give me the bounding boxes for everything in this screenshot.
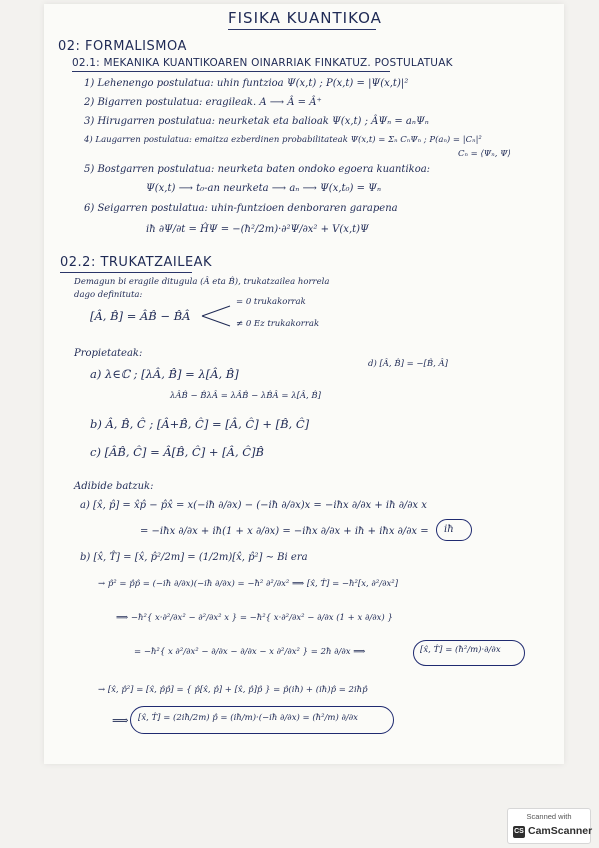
property-c: c) [ÂB̂, Ĉ] = Â[B̂, Ĉ] + [Â, Ĉ]B̂	[90, 445, 264, 459]
property-a: a) λ∈ℂ ; [λÂ, B̂] = λ[Â, B̂]	[90, 367, 239, 381]
branch-arrows	[200, 302, 234, 330]
example-b-line1: b) [x̂, T̂] = [x̂, p̂²/2m] = (1/2m)[x̂, p̂²] ∼ Bi era	[80, 552, 308, 563]
section2-underline	[60, 272, 192, 273]
commutator-definition: [Â, B̂] = ÂB̂ − B̂Â	[90, 309, 191, 323]
title-underline	[228, 29, 376, 30]
example-b-result1: [x̂, T̂] = (ħ²/m)·∂/∂x	[420, 645, 501, 655]
scanned-with-label: Scanned with	[526, 812, 572, 821]
postulate-4-coefficient: Cₙ = ⟨Ψₙ, Ψ⟩	[458, 149, 511, 159]
camscanner-icon: CS	[513, 826, 525, 838]
section1-heading: 02: FORMALISMOA	[58, 39, 187, 54]
section2-heading: 02.2: TRUKATZAILEAK	[60, 255, 213, 270]
subheading-underline	[72, 71, 390, 72]
camscanner-brand: CamScanner	[528, 825, 593, 837]
section2-intro-line1: Demagun bi eragile ditugula (Â eta B̂), trukatzailea horrela	[74, 277, 330, 287]
section2-intro-line2: dago definituta:	[74, 290, 143, 300]
example-b-result2: [x̂, T̂] = (2iħ/2m) p̂ = (iħ/m)·(−iħ ∂/∂x) = (ħ²/m) ∂/∂x	[138, 713, 358, 723]
postulate-5-chain: Ψ(x,t) ⟶ t₀-an neurketa ⟶ aₙ ⟶ Ψ(x,t₀) = Ψₙ	[146, 183, 382, 194]
example-a-line1: a) [x̂, p̂] = x̂p̂ − p̂x̂ = x(−iħ ∂/∂x) − (−iħ ∂/∂x)x = −iħx ∂/∂x + iħ ∂/∂x x	[80, 500, 427, 511]
example-b-line4: = −ħ²{ x ∂²/∂x² − ∂/∂x − ∂/∂x − x ∂²/∂x² } = 2ħ ∂/∂x ⟹	[134, 647, 366, 657]
example-b-line3: ⟹ −ħ²{ x·∂²/∂x² − ∂²/∂x² x } = −ħ²{ x·∂²/∂x² − ∂/∂x (1 + x ∂/∂x) }	[116, 613, 393, 623]
non-commuting-branch: ≠ 0 Ez trukakorrak	[236, 319, 320, 329]
postulate-2: 2) Bigarren postulatua: eragileak. A ⟶ Â = Â⁺	[84, 97, 322, 108]
property-b: b) Â, B̂, Ĉ ; [Â+B̂, Ĉ] = [Â, Ĉ] + [B̂, Ĉ]	[90, 417, 310, 431]
result-circle-a	[436, 519, 472, 541]
example-b-line5: → [x̂, p̂²] = [x̂, p̂p̂] = { p̂[x̂, p̂] + [x̂, p̂]p̂ } = p̂(iħ) + (iħ)p̂ = 2iħp̂	[98, 685, 368, 695]
postulate-4: 4) Laugarren postulatua: emaitza ezberdinen probabilitateak Ψ(x,t) = Σₙ CₙΨₙ ; P(aₙ) = |Cₙ|²	[84, 135, 482, 145]
postulate-6: 6) Seigarren postulatua: uhin-funtzioen denboraren garapena	[84, 203, 398, 214]
examples-label: Adibide batzuk:	[74, 481, 154, 492]
commuting-branch: = 0 trukakorrak	[236, 297, 306, 307]
postulate-5: 5) Bostgarren postulatua: neurketa baten ondoko egoera kuantikoa:	[84, 164, 431, 175]
property-a-detail: λÂB̂ − B̂λÂ = λÂB̂ − λB̂Â = λ[Â, B̂]	[170, 391, 321, 401]
camscanner-badge	[507, 808, 591, 844]
section1-subheading: 02.1: MEKANIKA KUANTIKOAREN OINARRIAK FINKATUZ. POSTULATUAK	[72, 57, 453, 69]
postulate-1: 1) Lehenengo postulatua: uhin funtzioa Ψ(x,t) ; P(x,t) = |Ψ(x,t)|²	[84, 78, 409, 89]
properties-label: Propietateak:	[74, 348, 143, 359]
page-title: FISIKA KUANTIKOA	[228, 9, 382, 27]
implies-arrow: ⟹	[112, 713, 129, 727]
example-b-line2: → p̂² = p̂p̂ = (−iħ ∂/∂x)(−iħ ∂/∂x) = −ħ² ∂²/∂x² ⟹ [x̂, T̂] = −ħ²[x, ∂²/∂x²]	[98, 579, 399, 589]
example-a-result: iħ	[444, 524, 454, 535]
postulate-3: 3) Hirugarren postulatua: neurketak eta balioak Ψ(x,t) ; ÂΨₙ = aₙΨₙ	[84, 116, 429, 127]
property-d: d) [Â, B̂] = −[B̂, Â]	[368, 359, 448, 369]
schrodinger-equation: iħ ∂Ψ/∂t = ĤΨ = −(ħ²/2m)·∂²Ψ/∂x² + V(x,t)Ψ	[146, 224, 369, 235]
example-a-line2: = −iħx ∂/∂x + iħ(1 + x ∂/∂x) = −iħx ∂/∂x + iħ + iħx ∂/∂x =	[140, 526, 429, 537]
